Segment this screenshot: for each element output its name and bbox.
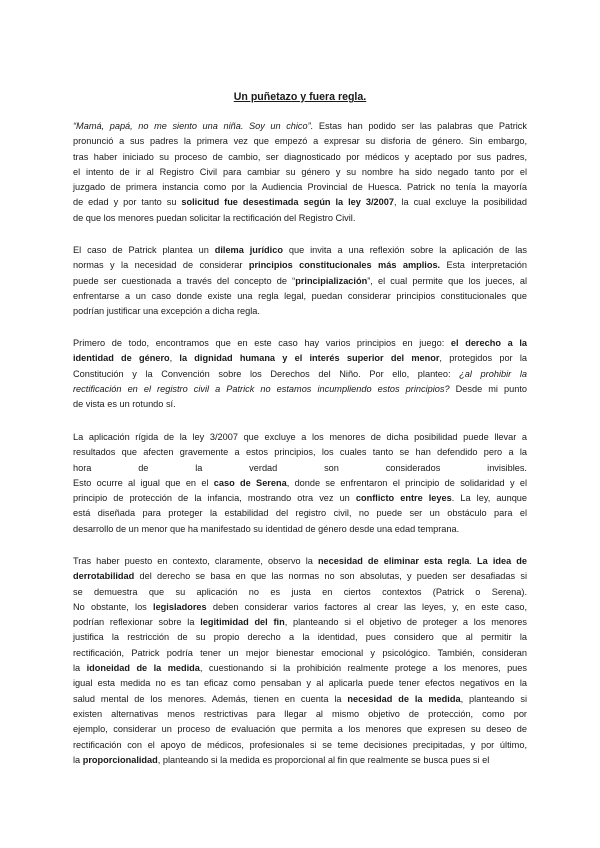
text-line xyxy=(73,134,527,149)
text-run: hora de la verdad son considerados invisibles. xyxy=(73,462,527,473)
bold-text: solicitud fue desestimada según la ley 3/2007 xyxy=(181,197,394,208)
italic-text: ¿al prohibir la xyxy=(459,368,527,379)
text-line xyxy=(73,351,527,366)
text-run: deben considerar varios factores al crear las leyes, y, en este caso, xyxy=(206,601,527,612)
text-run: salud mental de los menores. Además, tienen en cuenta la xyxy=(73,693,348,704)
text-run: ejemplo, considerar un proceso de evaluación que permita a los menores que expresen su deseo de xyxy=(73,724,527,735)
text-line xyxy=(73,336,527,351)
text-run: , donde se enfrentaron el principio de solidaridad y el xyxy=(286,477,527,488)
text-run: , planteando si la medida es proporcional al fin que realmente se busca pues si el xyxy=(157,754,490,765)
text-run: rectificación, Patrick podría tener un mejor bienestar emocional y psicológico. También, consideran xyxy=(73,647,527,658)
text-run: principio de protección de la infancia, mostrando otra vez un xyxy=(73,493,356,504)
text-line xyxy=(73,445,527,460)
text-run: juzgado de primera instancia como por la Audiencia Provincial de Huesca. Patrick no tenía la mayoría xyxy=(73,182,527,193)
text-run: justifica la restricción de su propio derecho a la identidad, pues considero que al permitir la xyxy=(73,632,527,643)
text-run: , xyxy=(169,353,180,364)
text-run: la xyxy=(73,663,87,674)
text-run: Estas han podido ser las palabras que Patrick xyxy=(313,121,527,131)
text-line xyxy=(73,211,527,226)
text-line xyxy=(73,119,527,134)
text-run: No obstante, los xyxy=(73,601,154,612)
text-run: tras haber iniciado su proceso de cambio, ser diagnosticado por médicos y aceptado por sus padres, xyxy=(73,151,527,162)
bold-text: principialización xyxy=(295,275,368,286)
text-run: Primero de todo, encontramos que en este caso hay varios principios en juego: xyxy=(73,338,451,348)
bold-text: caso de Serena xyxy=(213,477,287,488)
text-line xyxy=(73,367,527,382)
text-line xyxy=(73,491,527,506)
bold-text: derrotabilidad xyxy=(73,571,135,582)
text-line xyxy=(73,461,527,476)
text-run: de que los menores puedan solicitar la rectificación del Registro Civil. xyxy=(73,212,356,223)
text-run: Desde mi punto xyxy=(449,383,527,394)
bold-text: necesidad de eliminar esta regla xyxy=(317,556,470,566)
bold-text: conflicto entre leyes xyxy=(355,493,452,504)
text-line xyxy=(73,195,527,210)
text-line xyxy=(73,165,527,180)
text-line xyxy=(73,522,527,537)
text-run: Constitución y la Convención sobre los Derechos del Niño. Por ello, planteo: xyxy=(73,368,460,379)
text-run: ”, el cual permite que los jueces, al xyxy=(367,275,527,286)
text-run: . La ley, aunque xyxy=(451,493,528,504)
text-run: existen alternativas menos restrictivas para llegar al mismo objetivo de protección, como por xyxy=(73,708,527,719)
text-run: Esto ocurre al igual que en el xyxy=(73,477,214,488)
bold-text: dilema jurídico xyxy=(214,245,283,255)
text-line xyxy=(73,600,527,615)
text-line xyxy=(73,506,527,521)
text-run: , planteando si xyxy=(460,693,527,704)
text-line xyxy=(73,753,527,768)
text-line xyxy=(73,243,527,258)
bold-text: necesidad de la medida xyxy=(347,693,461,704)
text-run: de vista es un rotundo sí. xyxy=(73,399,176,410)
bold-text: la dignidad humana y el interés superior del menor xyxy=(179,353,440,364)
text-line xyxy=(73,661,527,676)
text-run: , planteando si el objetivo de proteger a los menores xyxy=(284,617,527,628)
paragraph-principios xyxy=(73,336,527,412)
text-run: Tras haber puesto en contexto, claramente, observo la xyxy=(73,556,318,566)
text-run: podrían reflexionar sobre la xyxy=(73,617,201,628)
text-run: está diseñada para proteger la estabilidad del registro civil, no puede ser un obstáculo para el xyxy=(73,508,527,519)
text-line xyxy=(73,738,527,753)
text-run: del derecho se basa en que las normas no son absolutas, y pueden ser desafiadas si xyxy=(134,571,527,582)
text-line xyxy=(73,585,527,600)
paragraph-intro xyxy=(73,119,527,226)
text-run: puede ser cuestionada a través del concepto de “ xyxy=(73,275,296,286)
text-run: igual esta medida no es tan eficaz como pensaban y al aplicarla puede tener efectos negativos en la xyxy=(73,678,527,689)
text-line xyxy=(73,676,527,691)
paragraph-derrotabilidad xyxy=(73,554,527,768)
text-run: rectificación con el apoyo de médicos, profesionales si se teme decisiones precipitadas, y por último, xyxy=(73,739,527,750)
text-line xyxy=(73,646,527,661)
text-run: resultados que afecten gravemente a estos principios, los cuales tanto se han defendido pero a la xyxy=(73,447,527,458)
text-line xyxy=(73,707,527,722)
text-run: . xyxy=(469,556,478,566)
text-line xyxy=(73,304,527,319)
text-line xyxy=(73,274,527,289)
text-run: normas y la necesidad de considerar xyxy=(73,260,249,271)
text-line xyxy=(73,554,527,569)
bold-text: identidad de género xyxy=(73,353,170,364)
text-run: se demuestra que su aplicación no es justa en ciertos contextos (Patrick o Serena). xyxy=(73,586,527,597)
bold-text: idoneidad de la medida xyxy=(86,663,200,674)
bold-text: proporcionalidad xyxy=(82,754,158,765)
text-run: desarrollo de un menor que ha manifestado su identidad de género desde una edad temprana. xyxy=(73,523,460,534)
text-run: , cuestionando si la prohibición realmente protege a los menores, pues xyxy=(199,663,527,674)
text-line xyxy=(73,630,527,645)
text-run: pronunció a sus padres la primera vez que empezó a expresar su disforia de género. Sin embargo, xyxy=(73,136,527,147)
bold-text: principios constitucionales más amplios. xyxy=(248,260,441,271)
text-run: el intento de ir al Registro Civil para cambiar su género y su nombre ha sido negado tanto por el xyxy=(73,166,527,177)
text-line xyxy=(73,397,527,412)
text-run: podrían justificar una excepción a dicha regla. xyxy=(73,306,260,317)
text-run: Esta interpretación xyxy=(440,260,527,271)
text-run: enfrentarse a un caso donde existe una regla legal, puedan considerar principios constitucionales que xyxy=(73,290,527,301)
bold-text: La idea de xyxy=(477,556,527,566)
text-run: la xyxy=(73,754,83,765)
paragraph-dilema xyxy=(73,243,527,319)
bold-text: legitimidad del fin xyxy=(200,617,285,628)
text-run: , protegidos por la xyxy=(439,353,527,364)
text-run: que invita a una reflexión sobre la aplicación de las xyxy=(282,245,527,255)
text-line xyxy=(73,430,527,445)
text-line xyxy=(73,722,527,737)
text-line xyxy=(73,382,527,397)
bold-text: el derecho a la xyxy=(450,338,527,348)
text-run: El caso de Patrick plantea un xyxy=(73,245,215,255)
text-line xyxy=(73,692,527,707)
text-line xyxy=(73,289,527,304)
text-line xyxy=(73,180,527,195)
text-run: de edad y por tanto su xyxy=(73,197,182,208)
text-line xyxy=(73,150,527,165)
text-line xyxy=(73,615,527,630)
text-line xyxy=(73,476,527,491)
page-title: Un puñetazo y fuera regla. xyxy=(233,91,367,103)
paragraph-ley xyxy=(73,430,527,537)
bold-text: legisladores xyxy=(153,601,207,612)
text-run: La aplicación rígida de la ley 3/2007 que excluye a los menores de dicha posibilidad puede llevar a xyxy=(73,432,527,442)
text-line xyxy=(73,569,527,584)
italic-text: rectificación en el registro civil a Patrick no estamos incumpliendo estos principios? xyxy=(73,383,450,394)
italic-text: “Mamá, papá, no me siento una niña. Soy un chico”. xyxy=(73,121,314,131)
text-line xyxy=(73,258,527,273)
text-run: , la cual excluye la posibilidad xyxy=(393,197,528,208)
